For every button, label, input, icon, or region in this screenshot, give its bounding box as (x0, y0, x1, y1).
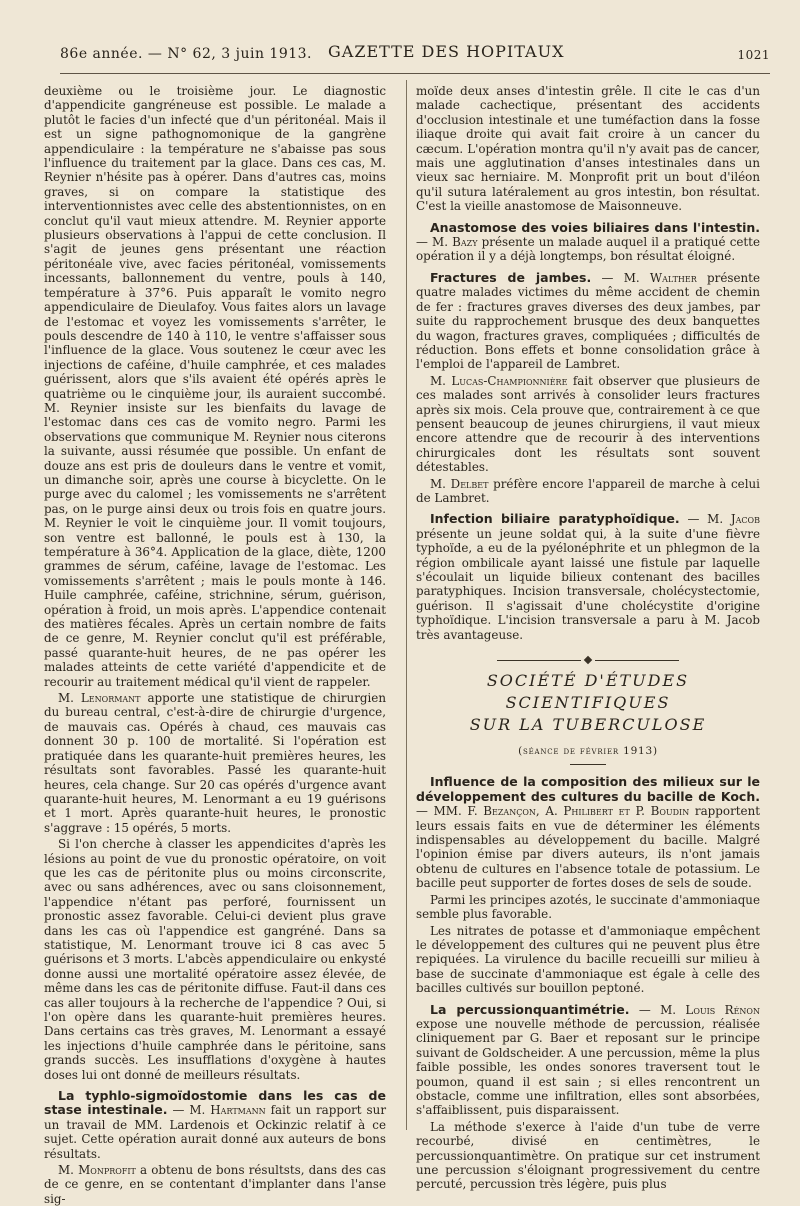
issue-info: 86e année. — N° 62, 3 juin 1913. (60, 46, 313, 62)
column-divider (406, 80, 407, 1130)
paragraph-text: fait un rapport sur un travail de MM. Lardenois et Ockinzic relatif à ce sujet. Cette opération aurait donné aux auteurs de bons résultats. (44, 1103, 386, 1161)
speaker-name: M. Lenormant (58, 691, 141, 706)
speaker-name: M. Delbet (430, 476, 489, 491)
paragraph-text: rapportent leurs essais faits en vue de déterminer les éléments indispensables au développement du bacille. Malgré l'opinion émise par divers auteurs, ils n'ont jamais obtenu de cultures en l'absence totale de potassium. Le bacille peut supporter de fortes doses de sels de soude. (416, 804, 761, 891)
session-date: (séance de février 1913) (518, 745, 658, 758)
paragraph: Si l'on cherche à classer les appendicites d'après les lésions au point de vue du pronostic opératoire, on voit que les cas de péritonite plus ou moins circonscrite, avec ou sans adhérences, avec ou sans cloisonnement, l'appendice n'étant pas perforé, fournissent un pronostic assez favorable. Celui-ci devient plus grave dans les cas où l'appendice est gangréné. Dans sa statistique, M. Lenormant trouve ici 8 cas avec 5 guérisons et 3 morts. L'abcès appendiculaire ou enkysté donne aussi une mortalité opératoire assez élevée, de même dans les cas de péritonite diffuse. Faut-il dans ces cas aller toujours à la recherche de l'appendice ? Oui, si l'on opère dans les quarante-huit premières heures. Dans certains cas très graves, M. Lenormant a essayé les injections d'huile camphrée dans le péritoine, sans grands succès. Les insufflations d'oxygène à hautes doses lui ont donné de meilleurs résultats. (44, 837, 386, 1082)
speaker-name: M. Monprofit (58, 1163, 136, 1178)
section-infection-biliaire: Infection biliaire paratyphoïdique. — M. Jacob présente un jeune soldat qui, à la suite d'une fièvre typhoïde, a eu de la pyélonéphrite et un phlegmon de la région ombilicale ayant laissé une fistule par laquelle s'écoulait un liquide bilieux contenant des bacilles paratyphiques. Incision transversale, cholécystectomie, guérison. Il s'agissait d'une cholécystite d'origine typhoïdique. L'incision transversale a paru à M. Jacob très avantageuse. (416, 511, 760, 642)
paragraph-text: expose une nouvelle méthode de percussion, réalisée cliniquement par G. Baer et reposant sur le principe suivant de Goldscheider. A une percussion, même la plus faible possible, les ondes sonores traversent tout le poumon, quand il est sain ; si elles rencontrent un obstacle, comme une infiltration, elles sont absorbées, s'affaiblissent, puis disparaissent. (416, 1016, 760, 1118)
section-typhlo-sigmoidostomie: La typhlo-sigmoïdostomie dans les cas de stase intestinale. — M. Hartmann fait un rapport sur un travail de MM. Lardenois et Ockinzic relatif à ce sujet. Cette opération aurait donné aux auteurs de bons résultats. (44, 1088, 386, 1161)
left-column (44, 84, 387, 1206)
speaker-name: M. Jacob (707, 512, 760, 527)
speaker-name: M. Louis Rénon (660, 1002, 760, 1017)
paragraph (44, 691, 386, 835)
section-title: Influence de la composition des milieux sur le développement des cultures du bacille de Koch. (416, 774, 760, 804)
speaker-name: M. Walther (623, 270, 697, 285)
section-bacille-koch: Influence de la composition des milieux sur le développement des cultures du bacille de Koch. — MM. F. Bezançon, A. Philibert et P. Boudin rapportent leurs essais faits en vue de déterminer les éléments indispensables au développement du bacille. Malgré l'opinion émise par divers auteurs, ils n'ont jamais obtenu de cultures en l'absence totale de potassium. Le bacille peut supporter de fortes doses de sels de soude. (416, 774, 761, 891)
society-heading (416, 670, 760, 736)
paragraph: Les nitrates de potasse et d'ammoniaque empêchent le développement des cultures qui ne peuvent plus être repiquées. La virulence du bacille recueilli sur milieu à base de succinate d'ammoniaque est égale à celle des bacilles cultivés sur bouillon peptoné. (416, 923, 760, 996)
section-title: La percussionquantimétrie. (430, 1001, 630, 1017)
paragraph (44, 1163, 386, 1206)
section-title: Fractures de jambes. (430, 269, 592, 285)
speaker-name: M. Lucas-Championnière (430, 373, 568, 388)
section-title: Anastomose des voies biliaires dans l'intestin. (430, 219, 760, 235)
ornament-diamond (584, 656, 592, 664)
section-anastomose: Anastomose des voies biliaires dans l'intestin. — M. Bazy présente un malade auquel il a pratiqué cette opération il y a déjà longtemps, bon résultat éloigné. (416, 219, 760, 264)
page-header (60, 40, 770, 66)
short-rule (570, 764, 606, 765)
paragraph-text: présente un malade auquel il a pratiqué cette opération il y a déjà longtemps, bon résultat éloigné. (416, 235, 760, 264)
society-heading-line: SOCIÉTÉ D'ÉTUDES SCIENTIFIQUES (486, 671, 690, 713)
section-title: Infection biliaire paratyphoïdique. (430, 511, 680, 527)
paragraph (416, 374, 760, 475)
speaker-name: M. Bazy (432, 235, 478, 250)
right-column (416, 84, 761, 1192)
paragraph-text: préfère encore l'appareil de marche à celui de Lambret. (416, 476, 760, 505)
paragraph: Parmi les principes azotés, le succinate d'ammoniaque semble plus favorable. (416, 892, 760, 922)
page-number: 1021 (737, 48, 770, 62)
ornament-divider (416, 652, 760, 662)
paragraph-text: apporte une statistique de chirurgien du bureau central, c'est-à-dire de chirurgie d'urgence, de mauvais cas. Opérés à chaud, ces mauvais cas donnent 30 p. 100 de mortalité. Si l'opération est pratiquée dans les quarante-huit premières heures, les résultats sont favorables. Passé les quarante-huit heures, cela change. Sur 20 cas opérés d'urgence avant quarante-huit heures, M. Lenormant a eu 19 guérisons et 1 mort. Après quarante-huit heures, le pronostic s'aggrave : 15 opérés, 5 morts. (44, 691, 387, 835)
paragraph-text: présente quatre malades victimes du même accident de chemin de fer : fractures graves diverses des deux jambes, par suite du rapprochement brusque des deux banquettes du wagon, fractures graves, compliquées ; difficultés de réduction. Bons effets et bonne consolidation grâce à l'emploi de l'appareil de Lambret. (416, 270, 760, 372)
section-title: La typhlo-sigmoïdostomie dans les cas de stase intestinale. (44, 1088, 386, 1118)
society-heading-line: SUR LA TUBERCULOSE (469, 715, 707, 735)
ornament-line (497, 660, 581, 661)
header-rule (60, 73, 770, 74)
journal-title: GAZETTE DES HOPITAUX (328, 42, 565, 61)
paragraph (416, 477, 760, 506)
paragraph-text: présente un jeune soldat qui, à la suite d'une fièvre typhoïde, a eu de la pyélonéphrite et un phlegmon de la région ombilicale ayant laissé une fistule par laquelle s'écoulait un liquide bilieux contenant des bacilles paratyphiques. Incision transversale, cholécystectomie, guérison. Il s'agissait d'une cholécystite d'origine typhoïdique. L'incision transversale a paru à M. Jacob très avantageuse. (416, 526, 760, 642)
paragraph: deuxième ou le troisième jour. Le diagnostic d'appendicite gangréneuse est possible. Le malade a plutôt le facies d'un infecté que d'un péritonéal. Mais il est un signe pathognomonique de la gangrène appendiculaire : la température ne s'abaisse pas sous l'influence du traitement par la glace. Dans ces cas, M. Reynier n'hésite pas à opérer. Dans d'autres cas, moins graves, si on compare la statistique des interventionnistes avec celle des abstentionnistes, on en conclut qu'il vaut mieux attendre. M. Reynier apporte plusieurs observations à l'appui de cette conclusion. Il s'agit de jeunes gens présentant une réaction péritonéale vive, avec facies péritonéal, vomissements incessants, ballonnement du ventre, pouls à 140, température à 37°6. Puis apparaît le vomito negro appendiculaire de Dieulafoy. Vous faites alors un lavage de l'estomac et voyez les vomissements s'arrêter, le pouls descendre de 140 à 110, le ventre s'affaisser sous l'influence de la glace. Vous soutenez le cœur avec les injections de caféine, d'huile camphrée, et ces malades guérissent, alors que s'ils avaient été opérés après le quatrième ou le cinquième jour, ils auraient succombé. M. Reynier insiste sur les bienfaits du lavage de l'estomac dans ces cas de vomito negro. Parmi les observations que communique M. Reynier nous citerons la suivante, aussi résumée que possible. Un enfant de douze ans est pris de douleurs dans le ventre et vomit, un dimanche soir, après une course à bicyclette. On le purge avec du calomel ; les vomissements ne s'arrêtent pas, on le purge ainsi deux ou trois fois en quatre jours. M. Reynier le voit le cinquième jour. Il vomit toujours, son ventre est ballonné, le pouls est à 130, la température à 36°4. Application de la glace, diète, 1200 grammes de sérum, caféine, lavage de l'estomac. Les vomissements s'arrêtent ; mais le pouls monte à 146. Huile camphrée, caféine, strichnine, sérum, guérison, opération à froid, un mois après. L'appendice contenait des matières fécales. Après un certain nombre de faits de ce genre, M. Reynier conclut qu'il est préférable, passé quarante-huit heures, de ne pas opérer les malades atteints de cette variété d'appendicite et de recourir au traitement médical qu'il vient de rappeler. (44, 84, 386, 689)
paragraph: moïde deux anses d'intestin grêle. Il cite le cas d'un malade cachectique, présentant des accidents d'occlusion intestinale et une tuméfaction dans la fosse iliaque droite qui avait fait croire à un cancer du cæcum. L'opération montra qu'il n'y avait pas de cancer, mais une agglutination d'anses intestinales dans un vieux sac herniaire. M. Monprofit prit un bout d'iléon qu'il sutura latéralement au gros intestin, bon résultat. C'est la vieille anastomose de Maisonneuve. (416, 84, 760, 214)
section-percussionquantimetrie: La percussionquantimétrie. — M. Louis Rénon expose une nouvelle méthode de percussion, réalisée cliniquement par G. Baer et reposant sur le principe suivant de Goldscheider. A une percussion, même la plus faible possible, les ondes sonores traversent tout le poumon, quand il est sain ; si elles rencontrent un obstacle, comme une infiltration, elles sont absorbées, s'affaiblissent, puis disparaissent. (416, 1001, 760, 1118)
paragraph-text: fait observer que plusieurs de ces malades sont arrivés à consolider leurs fractures après six mois. Cela prouve que, contrairement à ce que pensent beaucoup de jeunes chirurgiens, il vaut mieux encore attendre que de recourir à des interventions chirurgicales dont les résultats sont souvent détestables. (416, 373, 761, 475)
speaker-name: M. Hartmann (189, 1103, 266, 1118)
ornament-line (595, 660, 679, 661)
paragraph-text: a obtenu de bons résultsts, dans des cas de ce genre, en se contentant d'implanter dans l'anse sig- (44, 1163, 386, 1206)
speaker-name: MM. F. Bezançon, A. Philibert et P. Boudin (433, 804, 690, 819)
section-fractures: Fractures de jambes. — M. Walther présente quatre malades victimes du même accident de chemin de fer : fractures graves diverses des deux jambes, par suite du rapprochement brusque des deux banquettes du wagon, fractures graves, compliquées ; difficultés de réduction. Bons effets et bonne consolidation grâce à l'emploi de l'appareil de Lambret. (416, 269, 760, 372)
paragraph: La méthode s'exerce à l'aide d'un tube de verre recourbé, divisé en centimètres, le percussionquantimètre. On pratique sur cet instrument une percussion s'éloignant progressivement du centre percuté, percussion très légère, puis plus (416, 1119, 760, 1192)
